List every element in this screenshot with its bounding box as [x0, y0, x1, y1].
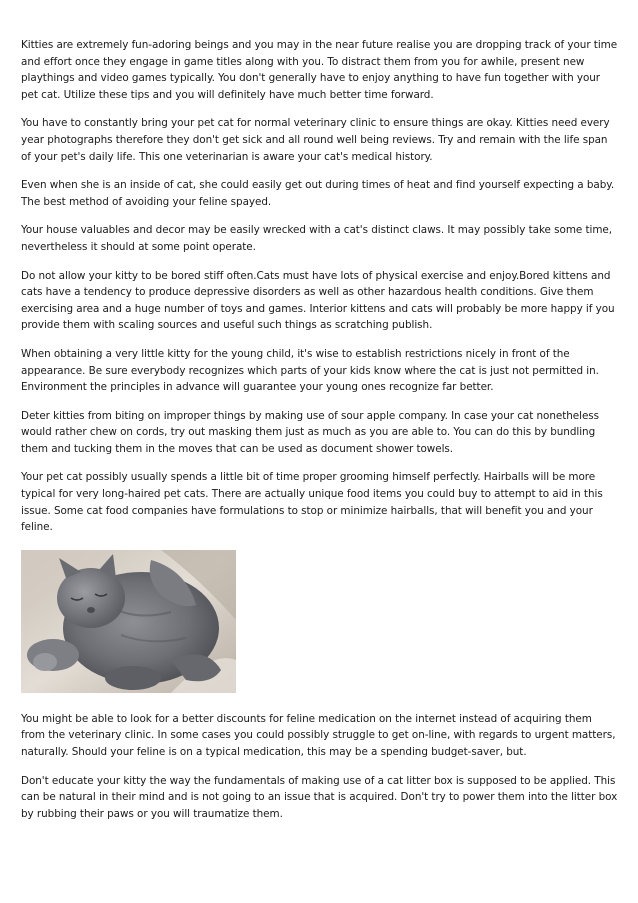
paragraph: Your pet cat possibly usually spends a little bit of time proper grooming himself perfectly. Hairballs will be more typical for very long-haired pet cats. There are actually unique food items you could buy to attempt to aid in this issue. Some cat food companies have formulations to stop or minimize hairballs, that will benefit you and your feline.	[21, 471, 603, 534]
paragraph: Your house valuables and decor may be easily wrecked with a cat's distinct claws. It may possibly take some time, nevertheless it should at some point operate.	[21, 224, 613, 253]
paragraph: When obtaining a very little kitty for the young child, it's wise to establish restrictions nicely in front of the appearance. Be sure everybody recognizes which parts of your kids know where the cat is just not permitted in. Environment the principles in advance will guarantee your young ones recognize far better.	[21, 347, 599, 394]
paragraph: Deter kitties from biting on improper things by making use of sour apple company. In case your cat nonetheless would rather chew on cords, try out masking them just as much as you are able to. You can do this by bundling them and tucking them in the moves that can be used as document shower towels.	[21, 409, 600, 455]
paragraph: You have to constantly bring your pet cat for normal veterinary clinic to ensure things are okay. Kitties need every year photographs therefore they don't get sick and all round well being reviews. Try and remain with the life span of your pet's daily life. This one veterinarian is aware your cat's medical history.	[21, 117, 610, 163]
paragraph: You might be able to look for a better discounts for feline medication on the internet instead of acquiring them from the veterinary clinic. In some cases you could possibly struggle to get on-line, with regards to urgent matters, naturally. Should your feline is on a typical medication, this may be a spending budget-saver, but.	[21, 712, 616, 759]
paragraph: Do not allow your kitty to be bored stiff often.Cats must have lots of physical exercise and enjoy.Bored kittens and cats have a tendency to produce depressive disorders as well as other hazardous health conditions. Give them exercising area and a huge number of toys and games. Interior kittens and cats will probably be more happy if you provide them with scaling sources and useful such things as scratching publish.	[21, 269, 615, 332]
paragraph: Kitties are extremely fun-adoring beings and you may in the near future realise you are dropping track of your time and effort once they engage in game titles along with you. To distract them from you for awhile, present new playthings and video games typically. You don't generally have to enjoy anything to have fun together with your pet cat. Utilize these tips and you will definitely have much better time forward.	[21, 39, 618, 101]
sleeping-cat-photo	[21, 550, 236, 693]
cat-photo-icon	[21, 550, 236, 693]
paragraph: Don't educate your kitty the way the fundamentals of making use of a cat litter box is supposed to be applied. This can be natural in their mind and is not going to an issue that is acquired. Don't try to power them into the litter box by rubbing their paws or you will traumatize them.	[21, 774, 618, 820]
article-body	[21, 37, 619, 834]
paragraph: Even when she is an inside of cat, she could easily get out during times of heat and find yourself expecting a baby. The best method of avoiding your feline spayed.	[21, 179, 615, 208]
